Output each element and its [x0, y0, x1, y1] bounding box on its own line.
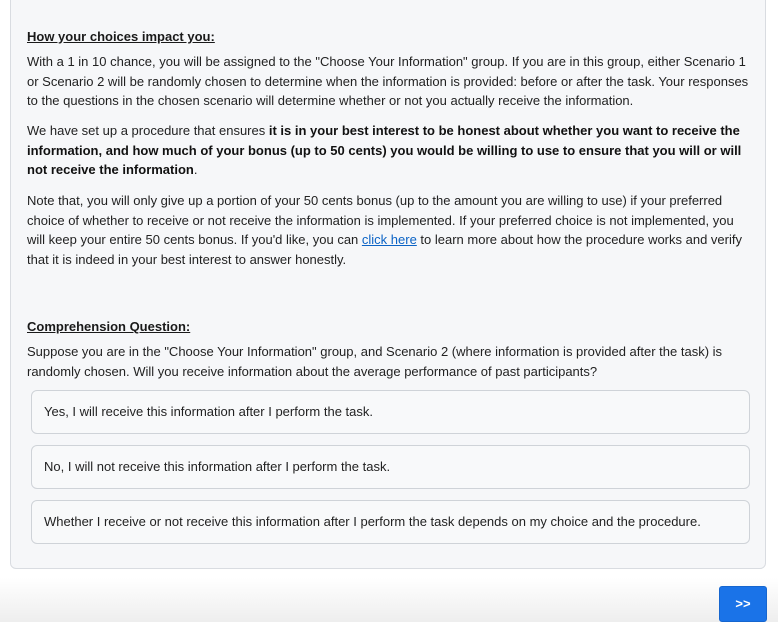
impact-paragraph-3: [27, 191, 751, 269]
footer-bar: [0, 578, 778, 622]
impact-paragraph-3-start: Note that, you will only give up a portion of your 50 cents bonus (up to the amount you are willing to use) if your preferred choice of whether to receive or not receive the information is implemented. If your preferred choice is not implemented, you will keep your entire 50 cents bonus. If you'd like, you can: [27, 193, 734, 247]
comprehension-section-title: Comprehension Question:: [27, 319, 191, 334]
impact-paragraph-2-start: We have set up a procedure that ensures: [27, 123, 269, 138]
answer-option-no[interactable]: No, I will not receive this information after I perform the task.: [31, 445, 750, 489]
survey-card: [10, 0, 766, 569]
impact-paragraph-3-end: to learn more about how the procedure works and verify that it is indeed in your best interest to answer honestly.: [27, 232, 742, 267]
impact-paragraph-2: [27, 121, 751, 180]
impact-paragraph-1: With a 1 in 10 chance, you will be assigned to the "Choose Your Information" group. If you are in this group, either Scenario 1 or Scenario 2 will be randomly chosen to determine when the information is provided: before or after the task. Your responses to the questions in the chosen scenario will determine whether or not you actually receive the information.: [27, 54, 749, 108]
answer-option-yes[interactable]: Yes, I will receive this information after I perform the task.: [31, 390, 750, 434]
comprehension-question: Suppose you are in the "Choose Your Information" group, and Scenario 2 (where information is provided after the task) is randomly chosen. Will you receive information about the average performance of past participants?: [27, 344, 723, 379]
next-button[interactable]: >>: [719, 586, 767, 622]
impact-section-title: How your choices impact you:: [27, 29, 215, 44]
impact-paragraph-2-end: .: [193, 162, 198, 177]
impact-paragraph-2-bold: it is in your best interest to be honest about whether you want to receive the information, and how much of your bonus (up to 50 cents) you would be willing to use to ensure that you will or will not receive the information: [27, 123, 742, 177]
click-here-link[interactable]: click here: [361, 232, 417, 247]
answer-option-depends[interactable]: Whether I receive or not receive this information after I perform the task depends on my choice and the procedure.: [31, 500, 750, 544]
